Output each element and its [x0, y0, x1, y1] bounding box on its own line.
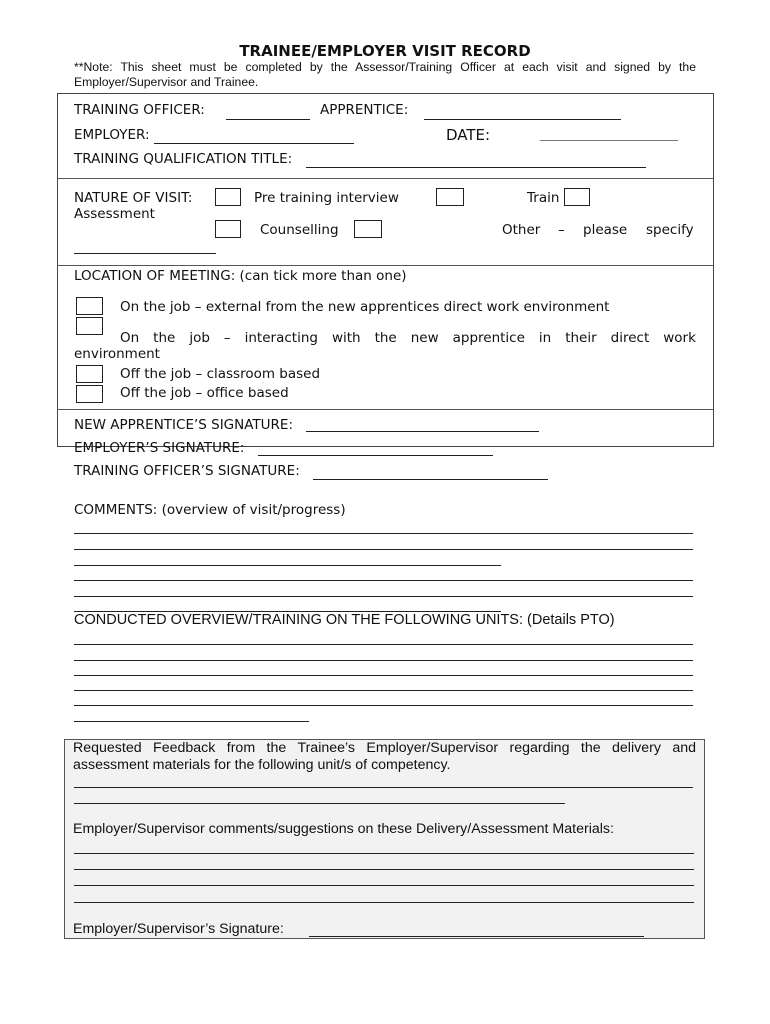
location-office-checkbox[interactable]: [76, 385, 103, 403]
train-checkbox-b[interactable]: [564, 188, 590, 206]
feedback-unit-line[interactable]: [74, 787, 693, 788]
location-interacting-checkbox[interactable]: [76, 317, 103, 335]
units-line[interactable]: [74, 690, 693, 691]
location-classroom-checkbox[interactable]: [76, 365, 103, 383]
section-divider: [57, 265, 714, 266]
feedback-comments-line[interactable]: [74, 885, 694, 886]
units-line[interactable]: [74, 660, 693, 661]
apprentice-label: APPRENTICE:: [320, 102, 409, 118]
other-please: please: [583, 222, 628, 238]
location-external-checkbox[interactable]: [76, 297, 103, 315]
employer-field[interactable]: [154, 143, 354, 144]
location-office-label: Off the job – office based: [120, 385, 289, 401]
counselling-checkbox[interactable]: [215, 220, 241, 238]
instruction-note: **Note: This sheet must be completed by the Assessor/Training Officer at each visit and signed by the Employer/Supervisor and Trainee.: [74, 60, 696, 89]
apprentice-signature-field[interactable]: [306, 431, 539, 432]
apprentice-signature-label: NEW APPRENTICE’S SIGNATURE:: [74, 417, 294, 433]
apprentice-field[interactable]: [424, 119, 621, 120]
section-divider: [57, 409, 714, 410]
units-label: CONDUCTED OVERVIEW/TRAINING ON THE FOLLOWING UNITS: (Details PTO): [74, 612, 615, 628]
train-checkbox-a[interactable]: [436, 188, 464, 206]
other-dash: –: [558, 222, 565, 238]
feedback-unit-line[interactable]: [74, 803, 565, 804]
comments-line[interactable]: [74, 596, 693, 597]
pre-training-label: Pre training interview: [254, 190, 399, 206]
location-interacting-wrap: environment: [74, 346, 160, 362]
assessment-label: Assessment: [74, 206, 155, 222]
date-label: DATE:: [446, 126, 491, 144]
units-line[interactable]: [74, 675, 693, 676]
units-line[interactable]: [74, 721, 309, 722]
comments-line[interactable]: [74, 533, 693, 534]
feedback-comments-line[interactable]: [74, 853, 694, 854]
training-officer-signature-field[interactable]: [313, 479, 548, 480]
employer-signature-field[interactable]: [258, 455, 493, 456]
pre-training-checkbox[interactable]: [215, 188, 241, 206]
training-officer-field[interactable]: [226, 119, 310, 120]
feedback-signature-label: Employer/Supervisor’s Signature:: [73, 921, 284, 937]
training-officer-label: TRAINING OFFICER:: [74, 102, 205, 118]
other-specify: specify: [646, 222, 694, 238]
training-officer-signature-label: TRAINING OFFICER’S SIGNATURE:: [74, 463, 300, 479]
employer-signature-label: EMPLOYER’S SIGNATURE:: [74, 440, 245, 456]
feedback-comments-label: Employer/Supervisor comments/suggestions on these Delivery/Assessment Materials:: [73, 821, 614, 837]
other-specify-field[interactable]: [74, 253, 216, 254]
other-checkbox[interactable]: [354, 220, 382, 238]
other-label: Other: [502, 222, 541, 238]
location-classroom-label: Off the job – classroom based: [120, 366, 321, 382]
location-label: LOCATION OF MEETING: (can tick more than one): [74, 268, 407, 284]
comments-line[interactable]: [74, 549, 693, 550]
section-divider: [57, 178, 714, 179]
units-line[interactable]: [74, 705, 693, 706]
counselling-label: Counselling: [260, 222, 339, 238]
qualification-label: TRAINING QUALIFICATION TITLE:: [74, 151, 293, 167]
location-external-label: On the job – external from the new apprentices direct work environment: [120, 299, 610, 315]
feedback-comments-line[interactable]: [74, 902, 694, 903]
train-label: Train: [527, 190, 560, 206]
feedback-request-text: Requested Feedback from the Trainee’s Employer/Supervisor regarding the delivery and assessment materials for the following unit/s of competency.: [73, 740, 696, 773]
feedback-signature-field[interactable]: [309, 936, 644, 937]
page-title: TRAINEE/EMPLOYER VISIT RECORD: [239, 42, 531, 60]
comments-label: COMMENTS: (overview of visit/progress): [74, 502, 346, 518]
location-interacting-label: On the job – interacting with the new apprentice in their direct work: [120, 330, 696, 346]
nature-of-visit-label: NATURE OF VISIT:: [74, 190, 193, 206]
qualification-field[interactable]: [306, 167, 646, 168]
employer-label: EMPLOYER:: [74, 127, 150, 143]
comments-line[interactable]: [74, 580, 693, 581]
date-field[interactable]: [540, 140, 678, 141]
comments-line[interactable]: [74, 565, 501, 566]
units-line[interactable]: [74, 644, 693, 645]
feedback-comments-line[interactable]: [74, 869, 694, 870]
